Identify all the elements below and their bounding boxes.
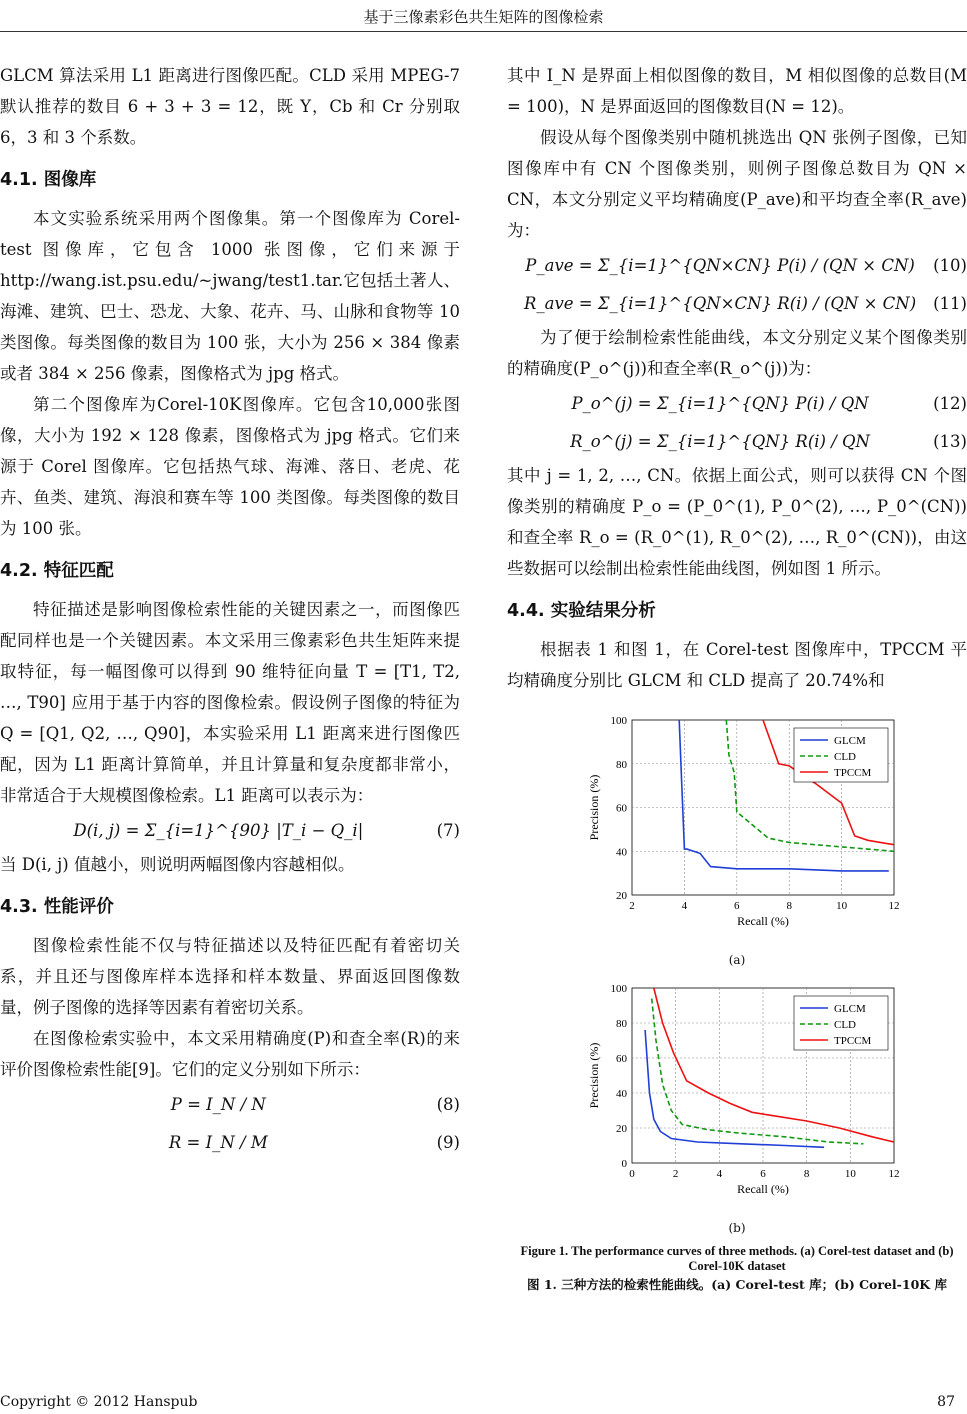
chart-b-y-tick-label: 0 — [621, 1158, 627, 1170]
paragraph: 其中 j = 1, 2, …, CN。依据上面公式，则可以获得 CN 个图像类别的精确度 P_o = (P_0^(1), P_0^(2), …, P_0^(CN)) 和查全率 R_o = (R_0^(1), R_0^(2), …, R_0^(CN))，由这些数据可以绘制出检索性能曲线图，例如图 1 所示。 — [507, 466, 967, 578]
chart-b-x-tick-label: 2 — [672, 1168, 679, 1180]
chart-b-legend-label-glcm: GLCM — [834, 1003, 866, 1015]
equation-number: (9) — [436, 1132, 460, 1152]
chart-a-y-tick-label: 100 — [610, 715, 627, 727]
chart-b — [572, 976, 902, 1216]
chart-a-x-tick-label: 4 — [681, 900, 688, 912]
equation-formula: R_o^(j) = Σ_{i=1}^{QN} R(i) / QN — [570, 431, 870, 451]
paragraph: 图像检索性能不仅与特征描述以及特征匹配有着密切关系，并且还与图像库样本选择和样本数量、界面返回图像数量，例子图像的选择等因素有着密切关系。 — [0, 936, 460, 1017]
chart-a-legend-label-cld: CLD — [834, 751, 856, 763]
page-number: 87 — [937, 1394, 955, 1410]
paragraph: 根据表 1 和图 1，在 Corel-test 图像库中，TPCCM 平均精确度分别比 GLCM 和 CLD 提高了 20.74%和 — [507, 640, 967, 690]
chart-a-x-tick-label: 8 — [786, 900, 792, 912]
paragraph: 为了便于绘制检索性能曲线，本文分别定义某个图像类别的精确度(P_o^(j))和查全率(R_o^(j))为： — [507, 328, 967, 378]
paragraph: 假设从每个图像类别中随机挑选出 QN 张例子图像，已知图像库中有 CN 个图像类别，则例子图像总数目为 QN × CN，本文分别定义平均精确度(P_ave)和平均查全率(R_ave)为： — [507, 128, 967, 240]
equation-number: (11) — [933, 293, 967, 313]
equation-10 — [507, 246, 967, 284]
chart-a-legend-label-tpccm: TPCCM — [834, 767, 872, 779]
paragraph: 当 D(i, j) 值越小，则说明两幅图像内容越相似。 — [0, 855, 355, 874]
chart-a-y-tick-label: 20 — [616, 890, 627, 902]
chart-b-x-tick-label: 4 — [716, 1168, 723, 1180]
chart-b-x-tick-label: 8 — [803, 1168, 810, 1180]
chart-a-y-tick-label: 40 — [616, 846, 627, 859]
equation-9 — [0, 1123, 460, 1161]
chart-a-x-tick-label: 10 — [836, 900, 848, 912]
chart-a-y-axis-label: Precision (%) — [587, 774, 601, 841]
equation-13 — [507, 422, 967, 460]
footer-copyright: Copyright © 2012 Hanspub — [0, 1394, 198, 1410]
equation-number: (7) — [436, 820, 460, 840]
equation-formula: D(i, j) = Σ_{i=1}^{90} |T_i − Q_i| — [73, 820, 364, 840]
paragraph: 第二个图像库为Corel-10K图像库。它包含10,000张图像，大小为 192 × 128 像素，图像格式为 jpg 格式。它们来源于 Corel 图像库。它包括热气球、海滩、落日、老虎、花卉、鱼类、建筑、海浪和赛车等 100 类图像。每类图像的数目为 100 张。 — [0, 395, 460, 538]
chart-a-x-tick-label: 12 — [888, 900, 900, 912]
chart-a — [572, 708, 902, 948]
equation-12 — [507, 384, 967, 422]
chart-b-legend-label-cld: CLD — [834, 1019, 856, 1031]
chart-a-legend-label-glcm: GLCM — [834, 735, 866, 747]
chart-b-x-tick-label: 6 — [760, 1168, 766, 1180]
equation-formula: R_ave = Σ_{i=1}^{QN×CN} R(i) / (QN × CN) — [523, 293, 917, 313]
chart-a-x-tick-label: 6 — [734, 900, 740, 912]
chart-b-x-tick-label: 12 — [888, 1168, 900, 1180]
chart-b-legend-label-tpccm: TPCCM — [834, 1035, 872, 1047]
running-header: 基于三像素彩色共生矩阵的图像检索 — [363, 8, 604, 26]
header-rule — [0, 31, 967, 32]
chart-b-y-tick-label: 20 — [616, 1123, 627, 1135]
figure-1 — [507, 708, 967, 1293]
equation-formula: P_o^(j) = Σ_{i=1}^{QN} P(i) / QN — [571, 393, 869, 413]
section-heading-4-4: 4.4. 实验结果分析 — [507, 601, 656, 621]
left-column — [0, 60, 460, 1161]
chart-a-x-tick-label: 2 — [629, 900, 635, 912]
paragraph: GLCM 算法采用 L1 距离进行图像匹配。CLD 采用 MPEG-7 默认推荐的数目 6 + 3 + 3 = 12，既 Y，Cb 和 Cr 分别取 6，3 和 3 个系数。 — [0, 66, 460, 147]
right-column — [507, 60, 967, 1293]
chart-b-x-tick-label: 10 — [844, 1168, 856, 1180]
paragraph: 本文实验系统采用两个图像集。第一个图像库为 Corel-test 图像库，它包含 1000 张图像，它们来源于 http://wang.ist.psu.edu/~jwang/test1.tar.它包括土著人、海滩、建筑、巴士、恐龙、大象、花卉、马、山脉和食物等 10 类图像。每类图像的数目为 100 张，大小为 256 × 384 像素或者 384 × 256 像素，图像格式为 jpg 格式。 — [0, 209, 460, 383]
section-heading-4-1: 4.1. 图像库 — [0, 170, 97, 190]
chart-b-y-tick-label: 80 — [616, 1018, 627, 1030]
subfigure-label-a: (a) — [728, 953, 746, 967]
section-heading-4-3: 4.3. 性能评价 — [0, 897, 114, 917]
subfigure-label-b: (b) — [728, 1221, 746, 1235]
equation-number: (10) — [933, 255, 967, 275]
chart-b-y-tick-label: 60 — [616, 1053, 627, 1065]
paragraph: 在图像检索实验中，本文采用精确度(P)和查全率(R)的来评价图像检索性能[9]。它们的定义分别如下所示： — [0, 1029, 460, 1079]
chart-a-y-tick-label: 60 — [616, 802, 627, 815]
equation-11 — [507, 284, 967, 322]
chart-a-y-tick-label: 80 — [616, 758, 627, 771]
figure-caption-zh: 图 1. 三种方法的检索性能曲线。(a) Corel-test 库；(b) Corel-10K 库 — [527, 1277, 947, 1292]
paragraph: 其中 I_N 是界面上相似图像的数目，M 相似图像的总数目(M = 100)，N 是界面返回的图像数目(N = 12)。 — [507, 66, 967, 116]
equation-number: (13) — [933, 431, 967, 451]
section-heading-4-2: 4.2. 特征匹配 — [0, 561, 114, 581]
equation-formula: R = I_N / M — [168, 1132, 268, 1152]
equation-formula: P = I_N / N — [170, 1094, 266, 1114]
chart-a-x-axis-label: Recall (%) — [737, 914, 789, 928]
chart-b-y-tick-label: 100 — [610, 983, 627, 995]
chart-b-y-axis-label: Precision (%) — [587, 1042, 601, 1109]
chart-b-x-axis-label: Recall (%) — [737, 1182, 789, 1196]
equation-number: (8) — [436, 1094, 460, 1114]
equation-7 — [0, 811, 460, 849]
chart-b-x-tick-label: 0 — [629, 1168, 635, 1180]
paragraph: 特征描述是影响图像检索性能的关键因素之一，而图像匹配同样也是一个关键因素。本文采用三像素彩色共生矩阵来提取特征，每一幅图像可以得到 90 维特征向量 T = [T1, T2, …, T90] 应用于基于内容的图像检索。假设例子图像的特征为 Q = [Q1, Q2, …, Q90]，本实验采用 L1 距离来进行图像匹配，因为 L1 距离计算简单，并且计算量和复杂度都非常小，非常适合于大规模图像检索。L1 距离可以表示为： — [0, 600, 460, 805]
figure-caption-en: Figure 1. The performance curves of three methods. (a) Corel-test dataset and (b) Corel-10K dataset — [520, 1244, 954, 1273]
chart-b-y-tick-label: 40 — [616, 1088, 627, 1100]
equation-formula: P_ave = Σ_{i=1}^{QN×CN} P(i) / (QN × CN) — [525, 255, 915, 275]
equation-8 — [0, 1085, 460, 1123]
equation-number: (12) — [933, 393, 967, 413]
